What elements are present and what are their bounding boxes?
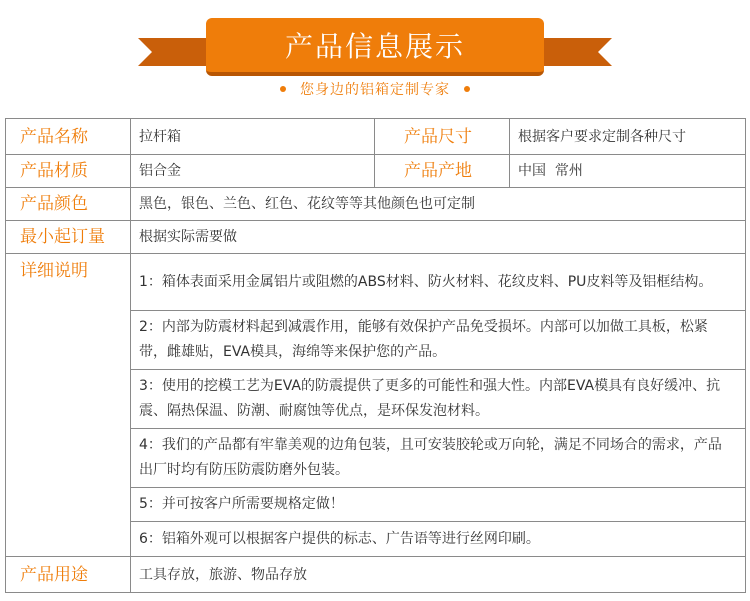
table-row [6, 155, 746, 188]
ribbon-right [538, 38, 598, 66]
usage-value: 工具存放，旅游、物品存放 [131, 557, 746, 593]
table-row [6, 557, 746, 593]
page-subtitle: 您身边的铝箱定制专家 [300, 82, 450, 98]
spec-table [5, 118, 746, 593]
table-row [6, 119, 746, 155]
color-label: 产品颜色 [6, 188, 131, 221]
bullet-dot-icon [464, 86, 470, 92]
size-label: 产品尺寸 [375, 119, 510, 155]
detail-item-6: 6：铝箱外观可以根据客户提供的标志、广告语等进行丝网印刷。 [131, 522, 746, 557]
usage-label: 产品用途 [6, 557, 131, 593]
material-label: 产品材质 [6, 155, 131, 188]
name-label: 产品名称 [6, 119, 131, 155]
page-title: 产品信息展示 [284, 30, 465, 63]
detail-item-4: 4：我们的产品都有牢靠美观的边角包装，且可安装胶轮或万向轮，满足不同场合的需求，产品出厂时均有防压防震防磨外包装。 [131, 429, 746, 488]
header-banner [0, 0, 750, 110]
color-value: 黑色，银色、兰色、红色、花纹等等其他颜色也可定制 [131, 188, 746, 221]
details-label: 详细说明 [6, 254, 131, 557]
origin-label: 产品产地 [375, 155, 510, 188]
detail-item-3: 3：使用的挖模工艺为EVA的防震提供了更多的可能性和强大性。内部EVA模具有良好缓冲、抗震、隔热保温、防潮、耐腐蚀等优点，是环保发泡材料。 [131, 370, 746, 429]
ribbon-left [152, 38, 212, 66]
size-value: 根据客户要求定制各种尺寸 [510, 119, 746, 155]
title-box [206, 18, 544, 76]
bullet-dot-icon [280, 86, 286, 92]
subtitle-row [0, 78, 750, 100]
detail-item-5: 5：并可按客户所需要规格定做！ [131, 488, 746, 522]
table-row [6, 254, 746, 311]
name-value: 拉杆箱 [131, 119, 375, 155]
origin-value: 中国 常州 [510, 155, 746, 188]
moq-label: 最小起订量 [6, 221, 131, 254]
detail-item-2: 2：内部为防震材料起到减震作用，能够有效保护产品免受损坏。内部可以加做工具板，松紧带，雌雄贴，EVA模具，海绵等来保护您的产品。 [131, 311, 746, 370]
material-value: 铝合金 [131, 155, 375, 188]
table-row [6, 221, 746, 254]
moq-value: 根据实际需要做 [131, 221, 746, 254]
detail-item-1: 1：箱体表面采用金属铝片或阻燃的ABS材料、防火材料、花纹皮料、PU皮料等及铝框结构。 [131, 254, 746, 311]
table-row [6, 188, 746, 221]
